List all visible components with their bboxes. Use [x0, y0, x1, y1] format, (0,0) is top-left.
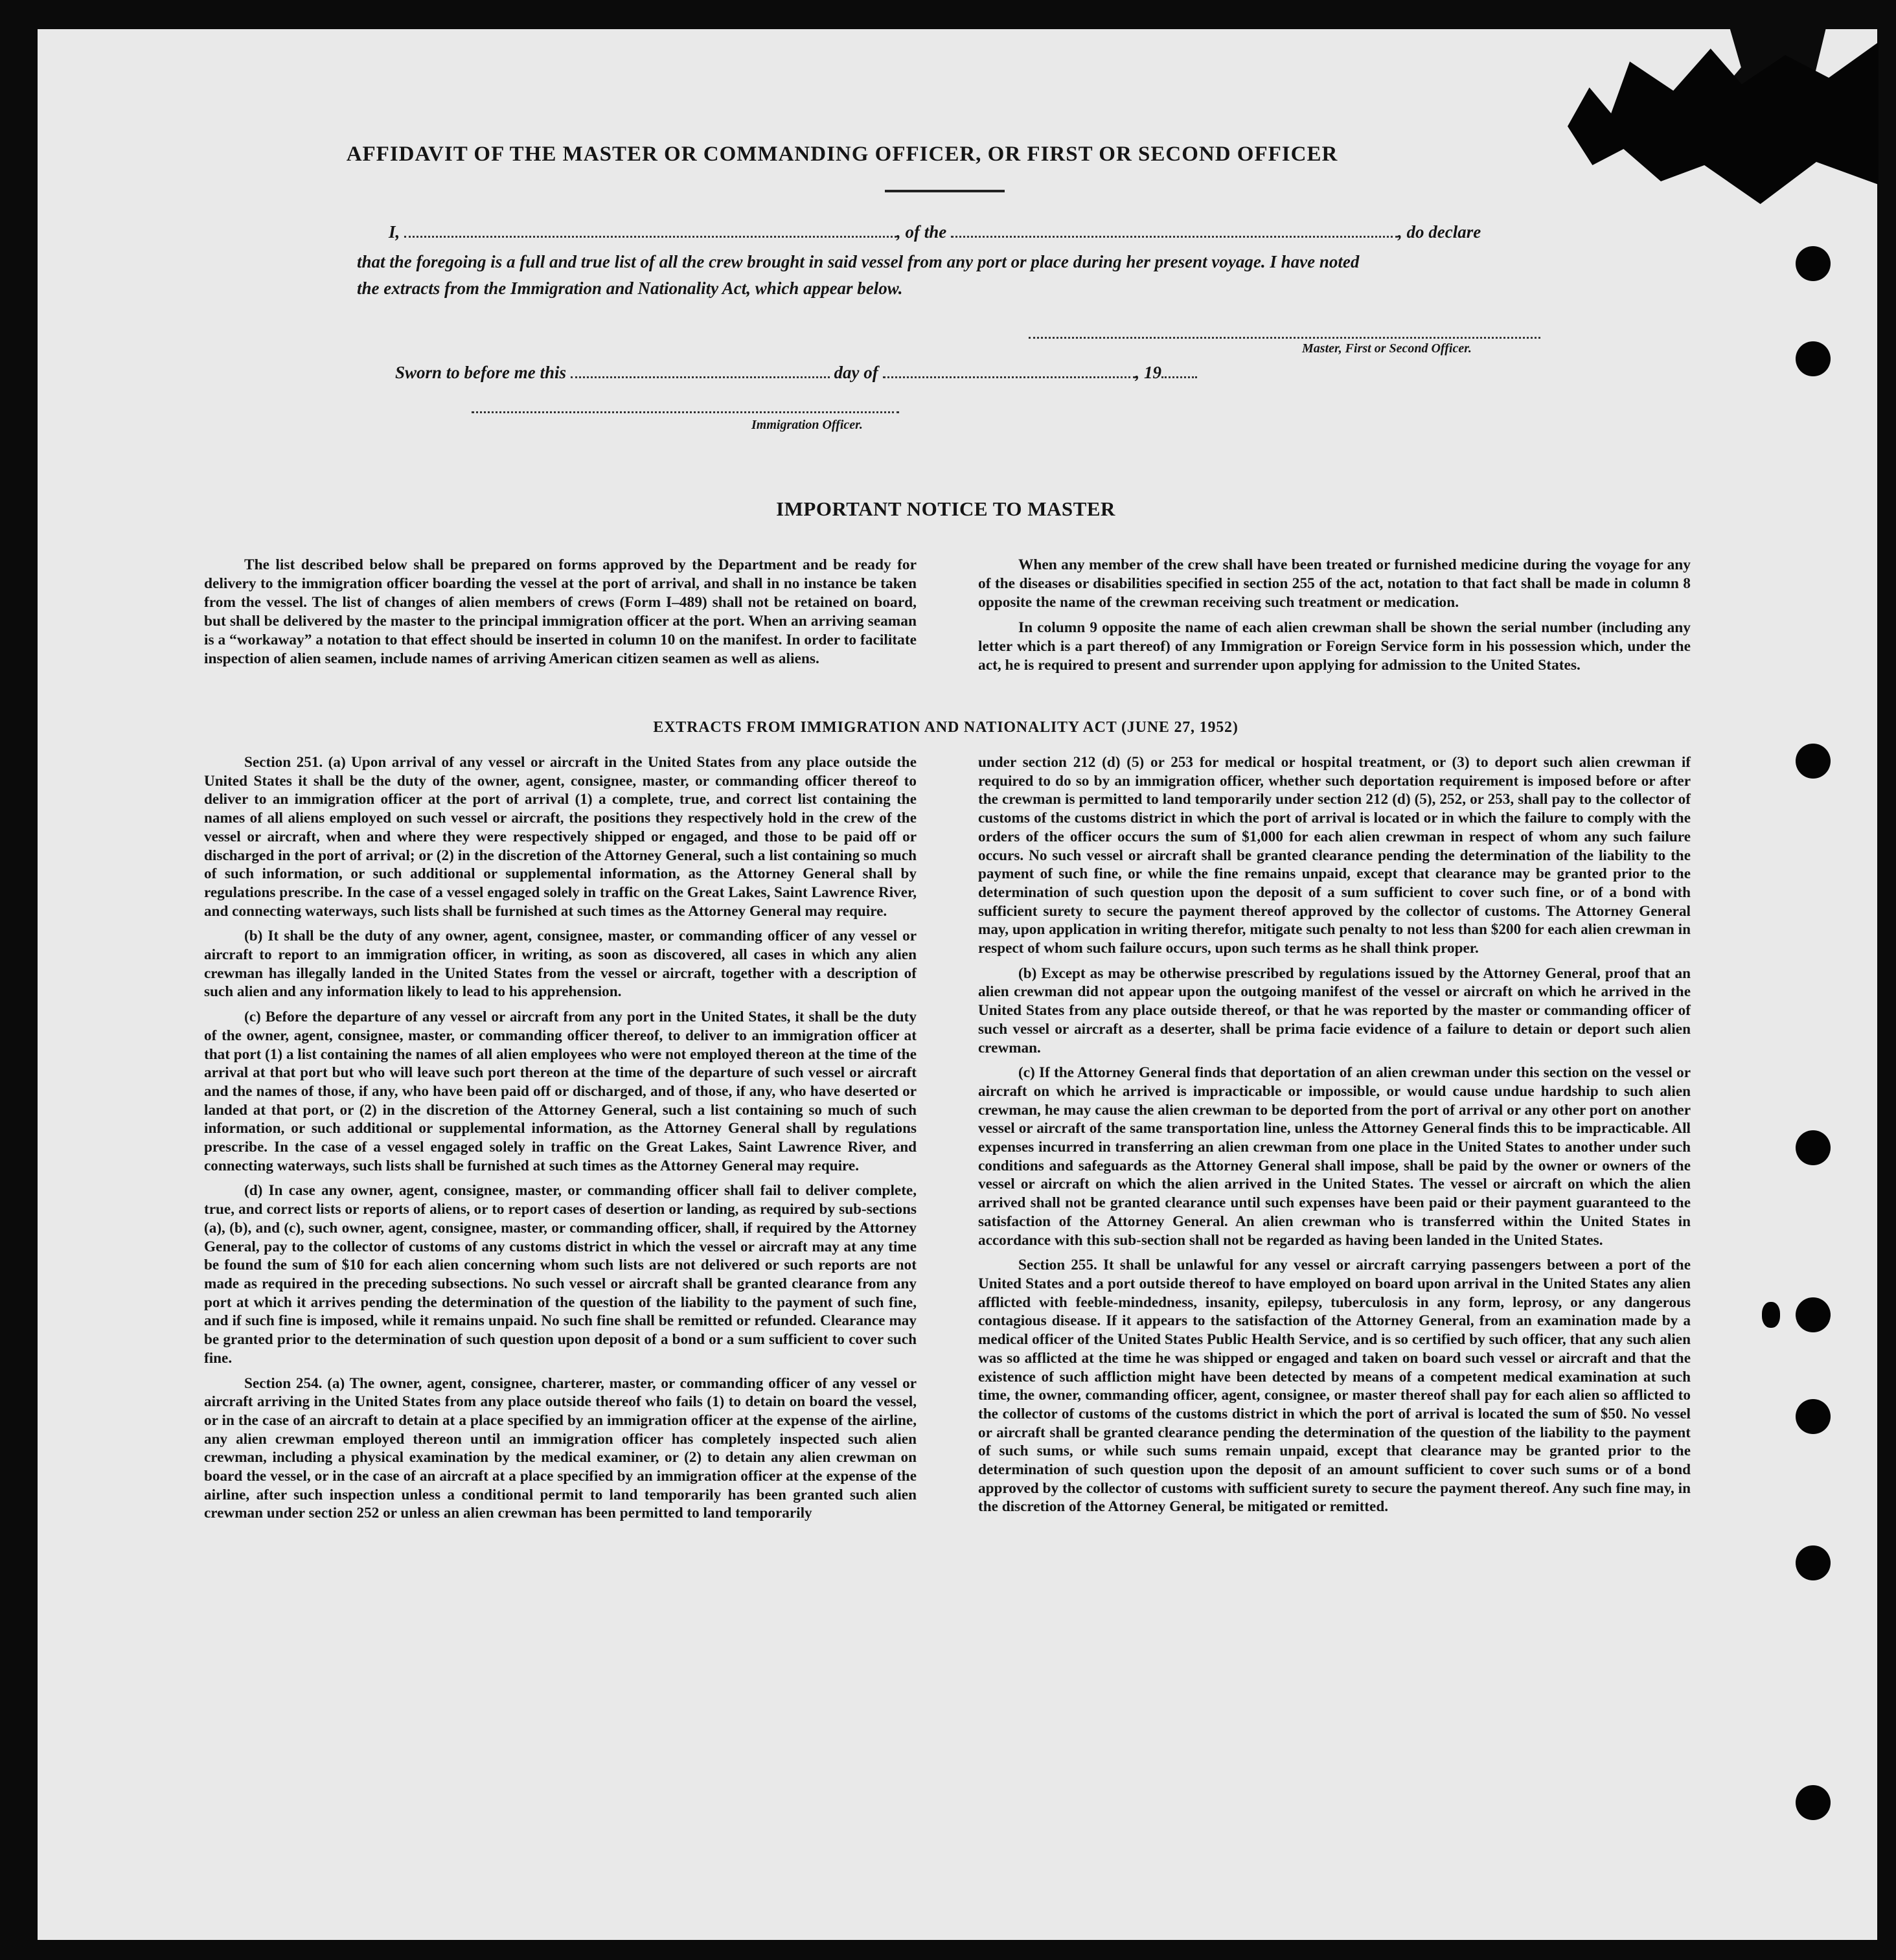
punch-hole [1796, 246, 1831, 281]
section-254-a: Section 254. (a) The owner, agent, consignee, charterer, master, or commanding officer of any vessel or aircraft arriving in the United States from any place outside thereof who fails (1) to detain on board the vessel, or in the case of an aircraft to detain at a place specified by an immigration officer at the expense of the airline, any alien crewman employed thereon until an immigration officer has completely inspected such alien crewman, including a physical examination by the medical examiner, or (2) to detain any alien crewman on board the vessel, or in the case of an aircraft at a place specified by an immigration officer at the expense of the airline, after such inspection unless a conditional permit to land temporarily has been granted such alien crewman under section 252 or unless an alien crewman has been permitted to land temporarily [204, 1374, 917, 1522]
affidavit-title: AFFIDAVIT OF THE MASTER OR COMMANDING OFFICER, OR FIRST OR SECOND OFFICER [346, 142, 1338, 166]
notice-right-paragraph-1: When any member of the crew shall have been treated or furnished medicine during the voyage for any of the diseases or disabilities specified in section 255 of the act, notation to that fact shall be made in column 8 opposite the name of the crewman receiving such treatment or medication. [978, 556, 1691, 611]
extracts-left-column [204, 753, 917, 1529]
master-signature-line[interactable] [1029, 336, 1540, 339]
section-251-a: Section 251. (a) Upon arrival of any vessel or aircraft in the United States from any place outside the United States it shall be the duty of the owner, agent, consignee, master, or commanding officer thereof to deliver to an immigration officer at the port of arrival (1) a complete, true, and correct list containing the names of all aliens employed on such vessel or aircraft, the positions they respectively hold in the crew of the vessel or aircraft, when and where they were respectively shipped or engaged, and those to be paid off or discharged in the port of arrival; or (2) in the discretion of the Attorney General, such a list containing so much of such information, or such additional or supplemental information, as the Attorney General shall by regulations prescribe. In the case of a vessel engaged solely in traffic on the Great Lakes, Saint Lawrence River, and connecting waterways, such lists shall be furnished at such times as the Attorney General may require. [204, 754, 917, 920]
punch-hole [1796, 341, 1831, 376]
of-the-label: , of the [897, 222, 947, 242]
section-254-b: (b) Except as may be otherwise prescribed by regulations issued by the Attorney General, proof that an alien crewman did not appear upon the outgoing manifest of the vessel or aircraft on which he arrived in the United States from any place outside thereof, or that he was reported by the master or commanding officer of such vessel or aircraft as a deserter, shall be prima facie evidence of a failure to detain or deport such alien crewman. [978, 964, 1691, 1056]
extracts-title: EXTRACTS FROM IMMIGRATION AND NATIONALITY ACT (JUNE 27, 1952) [653, 719, 1239, 736]
year-label: , 19 [1135, 363, 1162, 382]
punch-hole [1796, 1545, 1831, 1580]
notice-left-paragraph: The list described below shall be prepared on forms approved by the Department and be ready for delivery to the immigration officer boarding the vessel at the port of arrival, and shall in no instance be taken from the vessel. The list of changes of alien members of crews (Form I–489) shall not be retained on board, but shall be delivered by the master to the principal immigration officer at the port. When an arriving seaman is a “workaway” a notation to that effect should be inserted in column 10 on the manifest. In order to facilitate inspection of alien seamen, include names of arriving American citizen seamen as well as aliens. [204, 556, 917, 667]
officer-signature-line[interactable] [472, 410, 899, 413]
sworn-label: Sworn to before me this [395, 363, 567, 382]
notice-right-paragraph-2: In column 9 opposite the name of each alien crewman shall be shown the serial number (including any letter which is a part thereof) of any Immigration or Foreign Service form in his possession which, under the act, he is required to present and surrender upon applying for admission to the United States. [978, 619, 1691, 674]
do-declare-label: , do declare [1398, 222, 1481, 242]
section-251-c: (c) Before the departure of any vessel or aircraft from any port in the United States, it shall be the duty of the owner, agent, consignee, master, or commanding officer thereof, to deliver to an immigration officer at that port (1) a list containing the names of all alien employees who were not employed thereon at the time of the arrival at that port but who will leave such port thereon at the time of the departure of such vessel or aircraft and the names of those, if any, who have been paid off or discharged, and of those, if any, who have deserted or landed at that port, or (2) in the discretion of the Attorney General, such a list containing so much of such information, or such additional or supplemental information, as the Attorney General shall by regulations prescribe. In the case of a vessel engaged solely in traffic on the Great Lakes, Saint Lawrence River, and connecting waterways, such lists shall be furnished at such times as the Attorney General may require. [204, 1008, 917, 1174]
sworn-line [395, 363, 1302, 383]
notice-title: IMPORTANT NOTICE TO MASTER [776, 497, 1115, 520]
punch-hole [1796, 1399, 1831, 1434]
punch-hole [1762, 1302, 1780, 1328]
extracts-right-column [978, 753, 1691, 1523]
punch-hole [1796, 1785, 1831, 1820]
section-251-b: (b) It shall be the duty of any owner, agent, consignee, master, or commanding officer of any vessel or aircraft to report to an immigration officer, in writing, as soon as discovered, all cases in which any alien crewman has illegally landed in the United States from the vessel or aircraft, together with a description of such alien and any information likely to lead to his apprehension. [204, 928, 917, 1001]
notice-right-column [978, 556, 1691, 681]
name-field[interactable] [404, 224, 897, 238]
day-of-label: day of [834, 363, 878, 382]
section-255: Section 255. It shall be unlawful for any vessel or aircraft carrying passengers between a port of the United States and a port outside thereof to have employed on board upon arrival in the United States any alien afflicted with feeble-mindedness, insanity, epilepsy, tuberculosis in any form, leprosy, or any dangerous contagious disease. If it appears to the satisfaction of the Attorney General, from an examination made by a medical officer of the United States Public Health Service, and is so certified by such officer, that any such alien was so afflicted at the time he was shipped or engaged and taken on board such vessel or aircraft and that the existence of such affliction might have been detected by means of a competent medical examination at such time, the owner, commanding officer, agent, consignee, or master thereof shall pay for each alien so afflicted to the collector of customs of the customs district in which the port of arrival is located the sum of $50. No vessel or aircraft shall be granted clearance pending the determination of the question of the liability to the payment of such sums, or while such sums remain unpaid, except that clearance may be granted prior to the determination of such question upon the deposit of an amount sufficient to cover such sums or of a bond approved by the collector of customs with sufficient surety to secure the payment thereof. Any such fine may, in the discretion of the Attorney General, be mitigated or remitted. [978, 1257, 1691, 1516]
i-label: I, [389, 222, 400, 242]
affidavit-line-3: the extracts from the Immigration and Nationality Act, which appear below. [357, 279, 903, 298]
officer-signature-label: Immigration Officer. [751, 418, 863, 432]
sworn-day-field[interactable] [571, 365, 830, 378]
punch-hole [1796, 1297, 1831, 1332]
vessel-field[interactable] [951, 224, 1398, 238]
notice-left-column [204, 556, 917, 675]
punch-hole [1796, 1130, 1831, 1165]
punch-hole [1796, 744, 1831, 779]
section-254-a-continued: under section 212 (d) (5) or 253 for medical or hospital treatment, or (3) to deport such alien crewman if required to do so by an immigration officer, whether such deportation requirement is imposed before or after the crewman is permitted to land temporarily under section 212 (d) (5), 252, or 253, shall pay to the collector of customs of the customs district in which the port of arrival is located or in which the failure to comply with the orders of the officer occurs the sum of $1,000 for each alien crewman in respect of whom any such failure occurs. No such vessel or aircraft shall be granted clearance pending the determination of the liability to the payment of such fine, or while the fine remains unpaid, except that clearance may be granted prior to the determination of such question upon the deposit of a sum sufficient to cover such fine, or of a bond with sufficient surety to secure the payment thereof approved by the collector of customs. The Attorney General may, upon application in writing therefor, mitigate such penalty to not less than $200 for each alien crewman in respect of whom such failure occurs, upon such terms as he shall think proper. [978, 754, 1691, 957]
section-254-c: (c) If the Attorney General finds that deportation of an alien crewman under this section on the vessel or aircraft on which he arrived is impracticable or impossible, or would cause undue hardship to such alien crewman, he may cause the alien crewman to be deported from the port of arrival or any other port on another vessel or aircraft of the same transportation line, unless the Attorney General finds this to be impracticable. All expenses incurred in transferring an alien crewman from one place in the United States to another under such conditions and safeguards as the Attorney General shall impose, shall be paid by the owner or owners of the vessel or aircraft on which the alien arrived in the United States. The vessel or aircraft on which the alien arrived shall not be granted clearance until such expenses have been paid or their payment guaranteed to the satisfaction of the Attorney General. An alien crewman who is transferred within the United States in accordance with this sub-section shall not be regarded as having been landed in the United States. [978, 1064, 1691, 1249]
title-rule [885, 190, 1005, 192]
sworn-month-field[interactable] [883, 365, 1136, 378]
sworn-year-field[interactable] [1161, 365, 1197, 378]
affidavit-declaration-line [389, 222, 1535, 242]
master-signature-label: Master, First or Second Officer. [1302, 341, 1472, 356]
section-251-d: (d) In case any owner, agent, consignee, master, or commanding officer shall fail to deliver complete, true, and correct lists or reports of aliens, or to report cases of desertion or landing, as required by sub-sections (a), (b), and (c), such owner, agent, consignee, master, or commanding officer, shall, if required by the Attorney General, pay to the collector of customs of any customs district in which the vessel or aircraft may at any time be found the sum of $10 for each alien concerning whom such lists are not delivered or such reports are not made as required in the preceding subsections. No such vessel or aircraft shall be granted clearance from any port at which it arrives pending the determination of the question of the liability to the payment of such fine, and if such fine is imposed, while it remains unpaid. No such fine shall be remitted or refunded. Clearance may be granted prior to the determination of such question upon deposit of a bond or a sum sufficient to cover such fine. [204, 1182, 917, 1367]
affidavit-line-2: that the foregoing is a full and true list of all the crew brought in said vessel from any port or place during her present voyage. I have noted [357, 252, 1360, 271]
